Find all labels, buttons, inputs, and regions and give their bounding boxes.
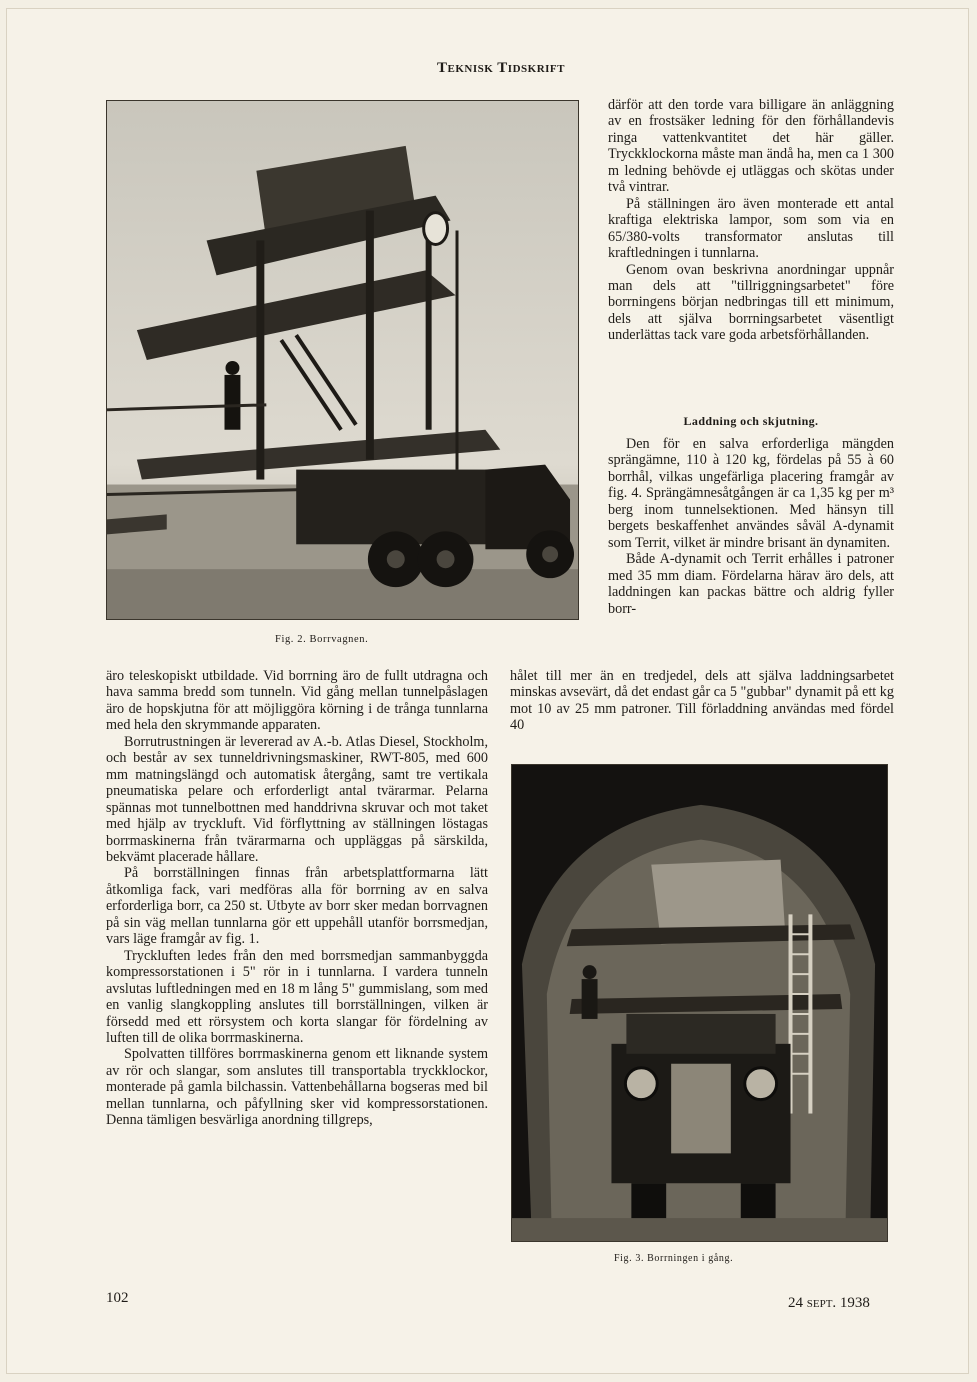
figure-3-photo [511, 764, 888, 1242]
section-heading: Laddning och skjutning. [683, 414, 819, 428]
section-continuation [510, 668, 894, 734]
paragraph: Genom ovan beskrivna anordningar uppnår man dels att "tillriggningsarbetet" före borrningens början nedbringas till ett minimum, dels att själva borrningsarbetet väsentligt underlättas tack vare goda arbetsförhållanden. [608, 261, 894, 344]
issue-date: 24 sept. 1938 [788, 1295, 870, 1311]
paragraph: Borrutrustningen är levererad av A.-b. Atlas Diesel, Stockholm, och består av sex tunneldrivningsmaskiner, RWT-805, med 600 mm matningslängd och automatisk återgång, samt tre vertikala pneumatiska pelare och erforderligt antal tvärarmar. Pelarna spännas mot tunnelbottnen med handdrivna skruvar och mot taket med hjälp av tryckluft. Vid förflyttning av ställningen löstagas borrmaskinerna från tvärarmarna och uppläggas på särskilda, bekvämt placerade hållare. [106, 733, 488, 865]
section-text [608, 436, 894, 617]
tunnel-drilling-illustration [512, 765, 887, 1241]
right-column-text [608, 97, 894, 344]
paragraph: Spolvatten tillföres borrmaskinerna genom ett liknande system av rör och slangar, som anslutes till transportabla tryckklockor, monterade på gamla bilchassin. Vattenbehållarna bogseras med bil mellan tunnlarna, och påfyllning sker vid kompressorstationen. Denna tämligen besvärliga anordning tillgreps, [106, 1046, 488, 1129]
page-number: 102 [106, 1290, 129, 1306]
figure-2-photo [106, 100, 579, 620]
left-column-text [106, 668, 488, 1129]
paragraph: På ställningen äro även monterade ett antal kraftiga elektriska lampor, som som via en 65/380-volts transformator anslutas till kraftledningen i tunnlarna. [608, 195, 894, 262]
figure-2-caption: Fig. 2. Borrvagnen. [275, 634, 369, 645]
drill-carriage-illustration [107, 101, 578, 619]
paragraph: Både A-dynamit och Territ erhålles i patroner med 35 mm diam. Fördelarna härav äro dels, att laddningen kan packas bättre och aldrig fyller borr- [608, 551, 894, 617]
paragraph: hålet till mer än en tredjedel, dels att själva laddningsarbetet minskas avsevärt, då det endast går ca 5 "gubbar" dynamit på ett kg mot 10 av 25 mm patroner. Till förladdning användas med fördel 40 [510, 668, 894, 734]
paragraph: äro teleskopiskt utbildade. Vid borrning äro de fullt utdragna och hava samma bredd som tunneln. Vid gång mellan tunnelpåslagen äro de hopskjutna för att möjliggöra körning i de trånga tunnlarna med hela den skrymmande apparaten. [106, 668, 488, 734]
paragraph: På borrställningen finnas från arbetsplattformarna lätt åtkomliga fack, vari medföras alla för borrning av en salva erforderliga borr, ca 250 st. Utbyte av borr sker medan borrvagnen på sin väg mellan tunnlarna gör ett uppehåll utanför borrsmedjan, vars läge framgår av fig. 1. [106, 865, 488, 948]
figure-3-caption: Fig. 3. Borrningen i gång. [614, 1253, 734, 1264]
paragraph: Den för en salva erforderliga mängden sprängämne, 110 à 120 kg, fördelas på 55 à 60 borrhål, vilkas ungefärliga placering framgår av fig. 4. Sprängämnesåtgången är ca 1,35 kg per m³ berg inom tunnelsektionen. Med hänsyn till bergets beskaffenhet användes såväl A-dynamit som Territ, vilket är mindre brisant än dynamiten. [608, 436, 894, 551]
journal-title: Teknisk Tidskrift [437, 60, 565, 76]
paragraph: därför att den torde vara billigare än anläggning av en frostsäker ledning för den förhållandevis ringa vattenkvantitet det här gäller. Tryckklockorna måste man ändå ha, men ca 1 300 m ledning behövde ej utläggas och skötas under två vintrar. [608, 97, 894, 196]
paragraph: Tryckluften ledes från den med borrsmedjan sammanbyggda kompressorstationen i 5" rör in i tunnlarna. I vardera tunneln avslutas luftledningen med en 18 m lång 5" gummislang, som med en vanlig slangkoppling anslutes till borrställningen, vilken är försedd med ett rörsystem och korta slangar för fördelning av luften till de olika borrmaskinerna. [106, 947, 488, 1046]
